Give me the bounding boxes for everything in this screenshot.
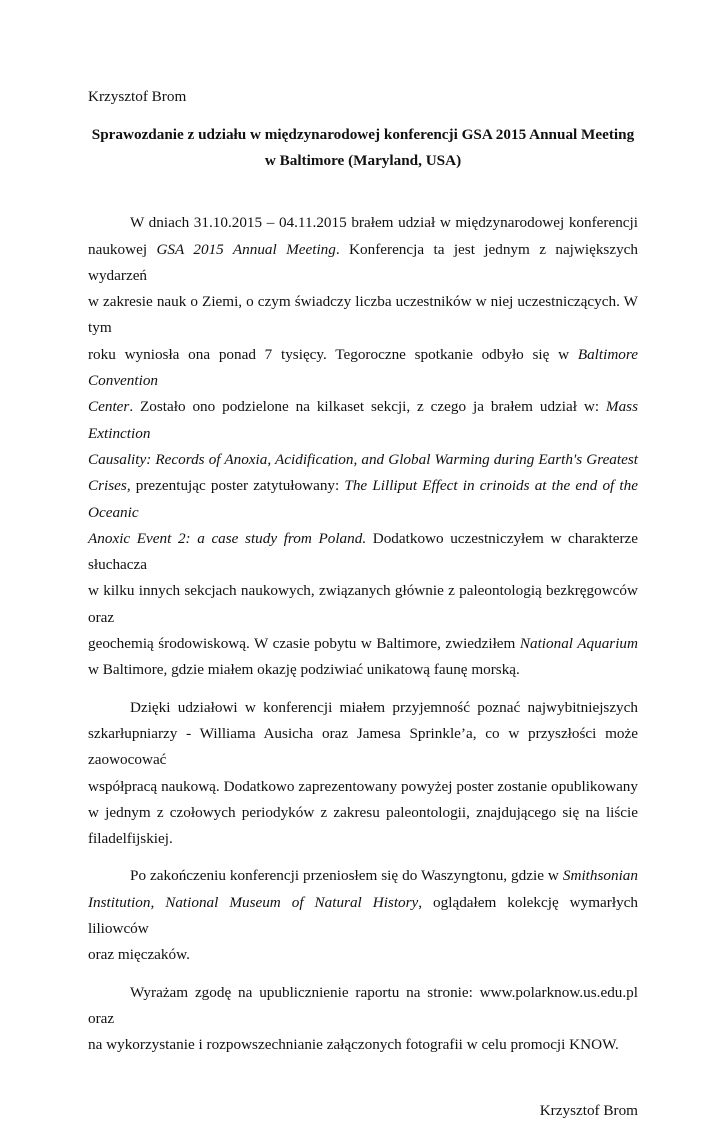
author-name: Krzysztof Brom (88, 88, 187, 105)
text-line: naukowej GSA 2015 Annual Meeting. Konferencja ta jest jednym z największych wydarzeń (88, 240, 639, 284)
text-line: geochemią środowiskową. W czasie pobytu w Baltimore, zwiedziłem National Aquarium (88, 635, 638, 653)
text-line: roku wyniosła ona ponad 7 tysięcy. Tegoroczne spotkanie odbyło się w Baltimore Convention (88, 345, 638, 390)
report-title-line-1: Sprawozdanie z udziału w międzynarodowej konferencji GSA 2015 Annual Meeting (91, 126, 635, 144)
text-line: w jednym z czołowych periodyków z zakresu paleontologii, znajdującego się na liście (88, 803, 638, 821)
report-body (88, 210, 638, 1058)
text-line: oraz mięczaków. (88, 946, 190, 964)
paragraph-contacts (88, 695, 638, 853)
signature: Krzysztof Brom (539, 1101, 638, 1119)
text-line: na wykorzystanie i rozpowszechnianie załączonych fotografii w celu promocji KNOW. (88, 1036, 619, 1054)
document-page (88, 84, 638, 1124)
text-line: szkarłupniarzy - Williama Ausicha oraz Jamesa Sprinkle’a, co w przyszłości może zaowocować (88, 724, 638, 769)
text-line: filadelfijskiej. (88, 830, 173, 848)
text-line: Wyrażam zgodę na upublicznienie raportu na stronie: www.polarknow.us.edu.pl oraz (88, 983, 638, 1027)
report-title-line-2: w Baltimore (Maryland, USA) (264, 152, 462, 170)
paragraph-consent (88, 980, 638, 1059)
text-line: Dzięki udziałowi w konferencji miałem przyjemność poznać najwybitniejszych (130, 698, 638, 716)
text-line: w Baltimore, gdzie miałem okazję podziwiać unikatową faunę morską. (88, 661, 520, 679)
text-line: współpracą naukową. Dodatkowo zaprezentowany powyżej poster zostanie opublikowany (88, 777, 638, 795)
text-line: w zakresie nauk o Ziemi, o czym świadczy liczba uczestników w niej uczestniczących. W tym (88, 293, 638, 337)
text-line: w kilku innych sekcjach naukowych, związanych głównie z paleontologią bezkręgowców oraz (88, 582, 638, 626)
text-line: Center. Zostało ono podzielone na kilkaset sekcji, z czego ja brałem udział w: Mass Extinction (88, 398, 638, 442)
text-line: Po zakończeniu konferencji przeniosłem się do Waszyngtonu, gdzie w Smithsonian (130, 867, 638, 885)
paragraph-conference (88, 210, 638, 683)
text-line: Institution, National Museum of Natural History, oglądałem kolekcję wymarłych liliowców (88, 893, 638, 938)
report-title (88, 122, 638, 174)
text-line: Crises, prezentując poster zatytułowany: The Lilliput Effect in crinoids at the end of the Oceanic (88, 477, 638, 521)
text-line: W dniach 31.10.2015 – 04.11.2015 brałem udział w międzynarodowej konferencji (130, 214, 638, 232)
text-line: Anoxic Event 2: a case study from Poland. Dodatkowo uczestniczyłem w charakterze słuchacza (88, 529, 638, 574)
paragraph-washington (88, 863, 638, 968)
text-line: Causality: Records of Anoxia, Acidification, and Global Warming during Earth's Greatest (88, 450, 638, 468)
